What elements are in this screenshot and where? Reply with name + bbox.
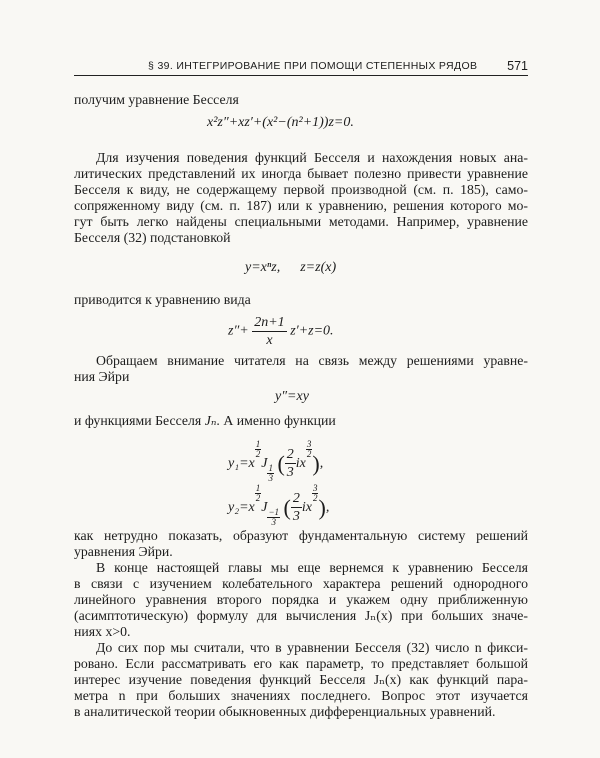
- paragraph-1-line: Для изучения поведения функций Бесселя и нахождения новых ана-: [96, 150, 528, 165]
- paragraph-4-line: В конце настоящей главы мы еще вернемся к уравнению Бесселя: [96, 560, 528, 575]
- equation-bessel: x²z″+xz′+(x²−(n²+1))z=0.: [207, 115, 354, 130]
- bessel-functions-tail: . А именно функции: [216, 413, 336, 428]
- equation-y1: y₁=x $\frac{1}{2}$ J $\frac{1}{3}$ ( $\frac{2}{3}$ ix $\frac{3}{2}$ ),: [228, 439, 324, 483]
- equation-y2: y₂=x $\frac{1}{2}$ J $\frac{-1}{3}$ ( $\frac{2}{3}$ ix $\frac{3}{2}$ ),: [228, 483, 330, 527]
- reduced-rhs: z′+z=0.: [290, 323, 334, 339]
- reduces-to-line: приводится к уравнению вида: [74, 292, 251, 307]
- equation-airy: y″=xy: [275, 389, 309, 404]
- bessel-functions-text: и функциями Бесселя: [74, 413, 205, 428]
- paragraph-5-line: метра n при больших значениях последнего. Вопрос этот изучается: [74, 688, 528, 703]
- equation-reduced: [228, 314, 334, 349]
- y2-ix: ix: [301, 500, 312, 515]
- page-number: 571: [507, 59, 528, 73]
- fraction-denominator: x: [266, 333, 273, 348]
- y1-ix-exponent: $\frac{3}{2}$: [306, 439, 312, 459]
- y2-lhs: y₂=x: [228, 500, 255, 515]
- equation-substitution: [245, 260, 336, 276]
- paragraph-1-line: сопряженному виду (см. п. 187) или к уравнению, решения которого мо-: [74, 198, 528, 213]
- y2-ix-exponent: $\frac{3}{2}$: [312, 483, 318, 503]
- paragraph-4-line: ниях x>0.: [74, 624, 131, 639]
- paragraph-4-line: в связи с изучением колебательного характера решений однородного: [74, 576, 528, 591]
- paragraph-5-line: интерес изучение поведения функций Бесселя Jₙ(x) как функций пара-: [74, 672, 528, 687]
- paragraph-2-line: Обращаем внимание читателя на связь между решениями уравне-: [96, 353, 528, 368]
- fraction-2n1-over-x: [252, 314, 286, 349]
- y1-bessel-J: J: [261, 456, 268, 471]
- paragraph-1-line: Бесселя (32) подстановкой: [74, 230, 231, 245]
- paragraph-5-line: ровано. Если рассматривать его как параметр, то представляет большой: [74, 656, 528, 671]
- y1-ix: ix: [295, 456, 306, 471]
- substitution-left: y=xⁿz,: [245, 260, 281, 275]
- paragraph-5-line: До сих пор мы считали, что в уравнении Бесселя (32) число n фикси-: [96, 640, 528, 655]
- substitution-right: z=z(x): [300, 260, 337, 275]
- y1-lhs: y₁=x: [228, 456, 255, 471]
- header-rule: [74, 75, 528, 76]
- intro-line: получим уравнение Бесселя: [74, 92, 239, 107]
- y2-exponent: $\frac{1}{2}$: [255, 483, 261, 503]
- fraction-numerator: 2n+1: [254, 315, 285, 330]
- y2-fraction: $\frac{2}{3}$: [292, 491, 300, 525]
- paragraph-1-line: Бесселя к виду, не содержащему первой производной (см. п. 185), само-: [74, 182, 528, 197]
- bessel-functions-line: [74, 413, 336, 429]
- paragraph-4-line: (асимптотическую) формулу для вычисления Jₙ(x) при больших значе-: [74, 608, 528, 623]
- y1-exponent: $\frac{1}{2}$: [255, 439, 261, 459]
- running-header: [74, 58, 528, 78]
- paragraph-3-line: как нетрудно показать, образуют фундаментальную систему решений: [74, 528, 528, 543]
- y1-subscript: $\frac{1}{3}$: [268, 463, 273, 483]
- y2-bessel-J: J: [261, 500, 268, 515]
- paragraph-4-line: линейного уравнения второго порядка и укажем одну приближенную: [74, 592, 528, 607]
- y1-fraction: $\frac{2}{3}$: [286, 447, 294, 481]
- paragraph-1-line: гут быть легко найдены специальными методами. Например, уравнение: [74, 214, 528, 229]
- paragraph-3-line: уравнения Эйри.: [74, 544, 173, 559]
- section-title: § 39. ИНТЕГРИРОВАНИЕ ПРИ ПОМОЩИ СТЕПЕННЫХ РЯДОВ: [148, 60, 478, 72]
- paragraph-5-line: в аналитической теории обыкновенных дифференциальных уравнений.: [74, 704, 496, 719]
- reduced-lhs: z″+: [228, 323, 249, 339]
- paragraph-1-line: литических представлений их иногда бывает полезно привести уравнение: [74, 166, 528, 181]
- bessel-symbol: Jₙ: [204, 413, 217, 428]
- y2-subscript: $\frac{-1}{3}$: [268, 507, 280, 527]
- paragraph-2-line: ния Эйри: [74, 369, 130, 384]
